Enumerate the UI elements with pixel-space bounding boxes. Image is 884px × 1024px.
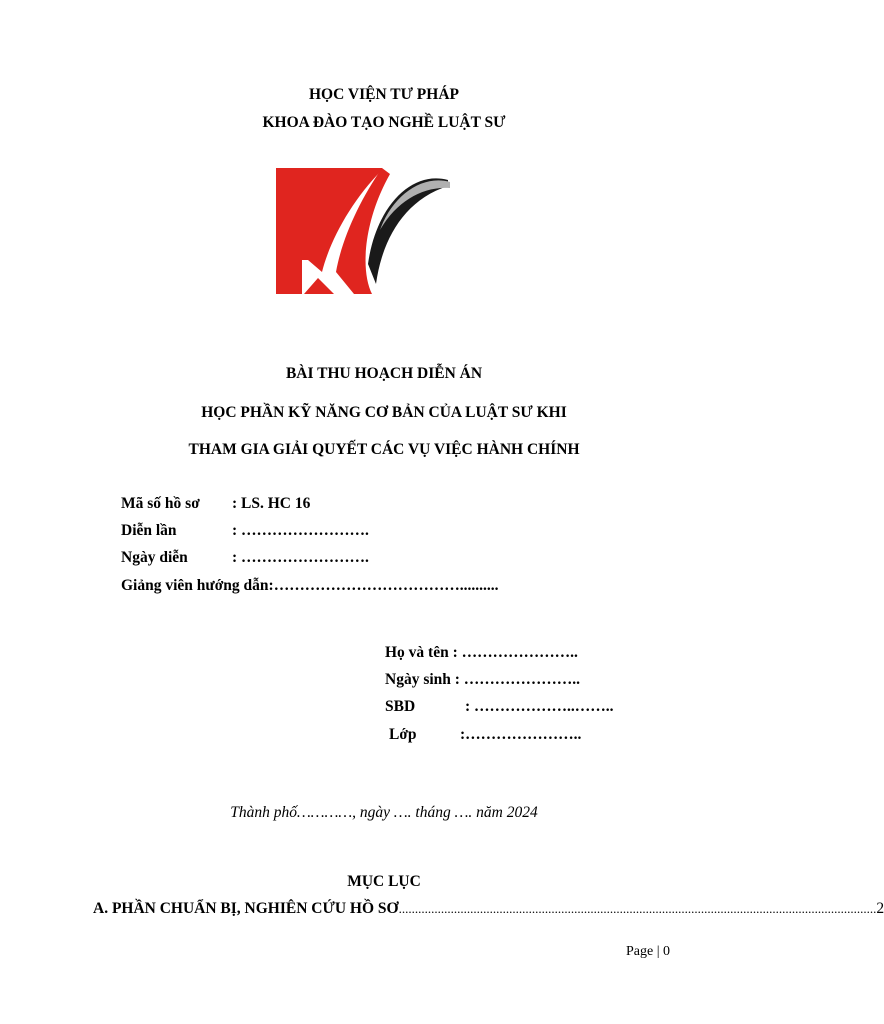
case-code-row [121, 495, 310, 513]
toc-item-page: 2 [876, 900, 884, 917]
toc-item-label: A. PHẦN CHUẨN BỊ, NGHIÊN CỨU HỒ SƠ [93, 900, 399, 917]
toc-item[interactable] [93, 900, 884, 918]
session-value: : ……………………. [232, 522, 369, 539]
case-code-label: Mã số hồ sơ [121, 495, 200, 512]
instructor-value: ……………………………….......... [273, 577, 499, 594]
student-name: Họ và tên : ………………….. [385, 644, 578, 661]
course-title-line2: THAM GIA GIẢI QUYẾT CÁC VỤ VIỆC HÀNH CHÍNH [188, 441, 580, 458]
session-label: Diễn lần [121, 522, 177, 539]
student-birth: Ngày sinh : ………………….. [385, 671, 581, 688]
faculty-name: KHOA ĐÀO TẠO NGHỀ LUẬT SƯ [262, 114, 506, 131]
toc-leader-dots: ................................................................................................................................................... [398, 901, 877, 916]
toc-heading: MỤC LỤC [347, 873, 421, 890]
report-title: BÀI THU HOẠCH DIỄN ÁN [285, 365, 483, 382]
student-class-row [389, 726, 581, 744]
course-title-line1: HỌC PHẦN KỸ NĂNG CƠ BẢN CỦA LUẬT SƯ KHI [201, 404, 567, 421]
instructor-label: Giảng viên hướng dẫn: [121, 577, 274, 594]
class-label: Lớp [389, 726, 417, 743]
date-label: Ngày diễn [121, 549, 188, 566]
page-number: Page | 0 [626, 944, 671, 959]
sbd-label: SBD [385, 698, 416, 715]
class-value: :………………….. [460, 726, 582, 743]
instructor-row [121, 577, 498, 595]
date-value: : ……………………. [232, 549, 369, 566]
student-sbd-row [385, 698, 614, 716]
case-code-value: : LS. HC 16 [232, 495, 311, 512]
date-row [121, 549, 369, 567]
sbd-value: : ………………..…….. [465, 698, 614, 715]
session-row [121, 522, 369, 540]
institution-logo-icon [272, 160, 454, 298]
institution-name: HỌC VIỆN TƯ PHÁP [309, 86, 459, 103]
place-date: Thành phố…………, ngày …. tháng …. năm 2024 [230, 804, 538, 821]
